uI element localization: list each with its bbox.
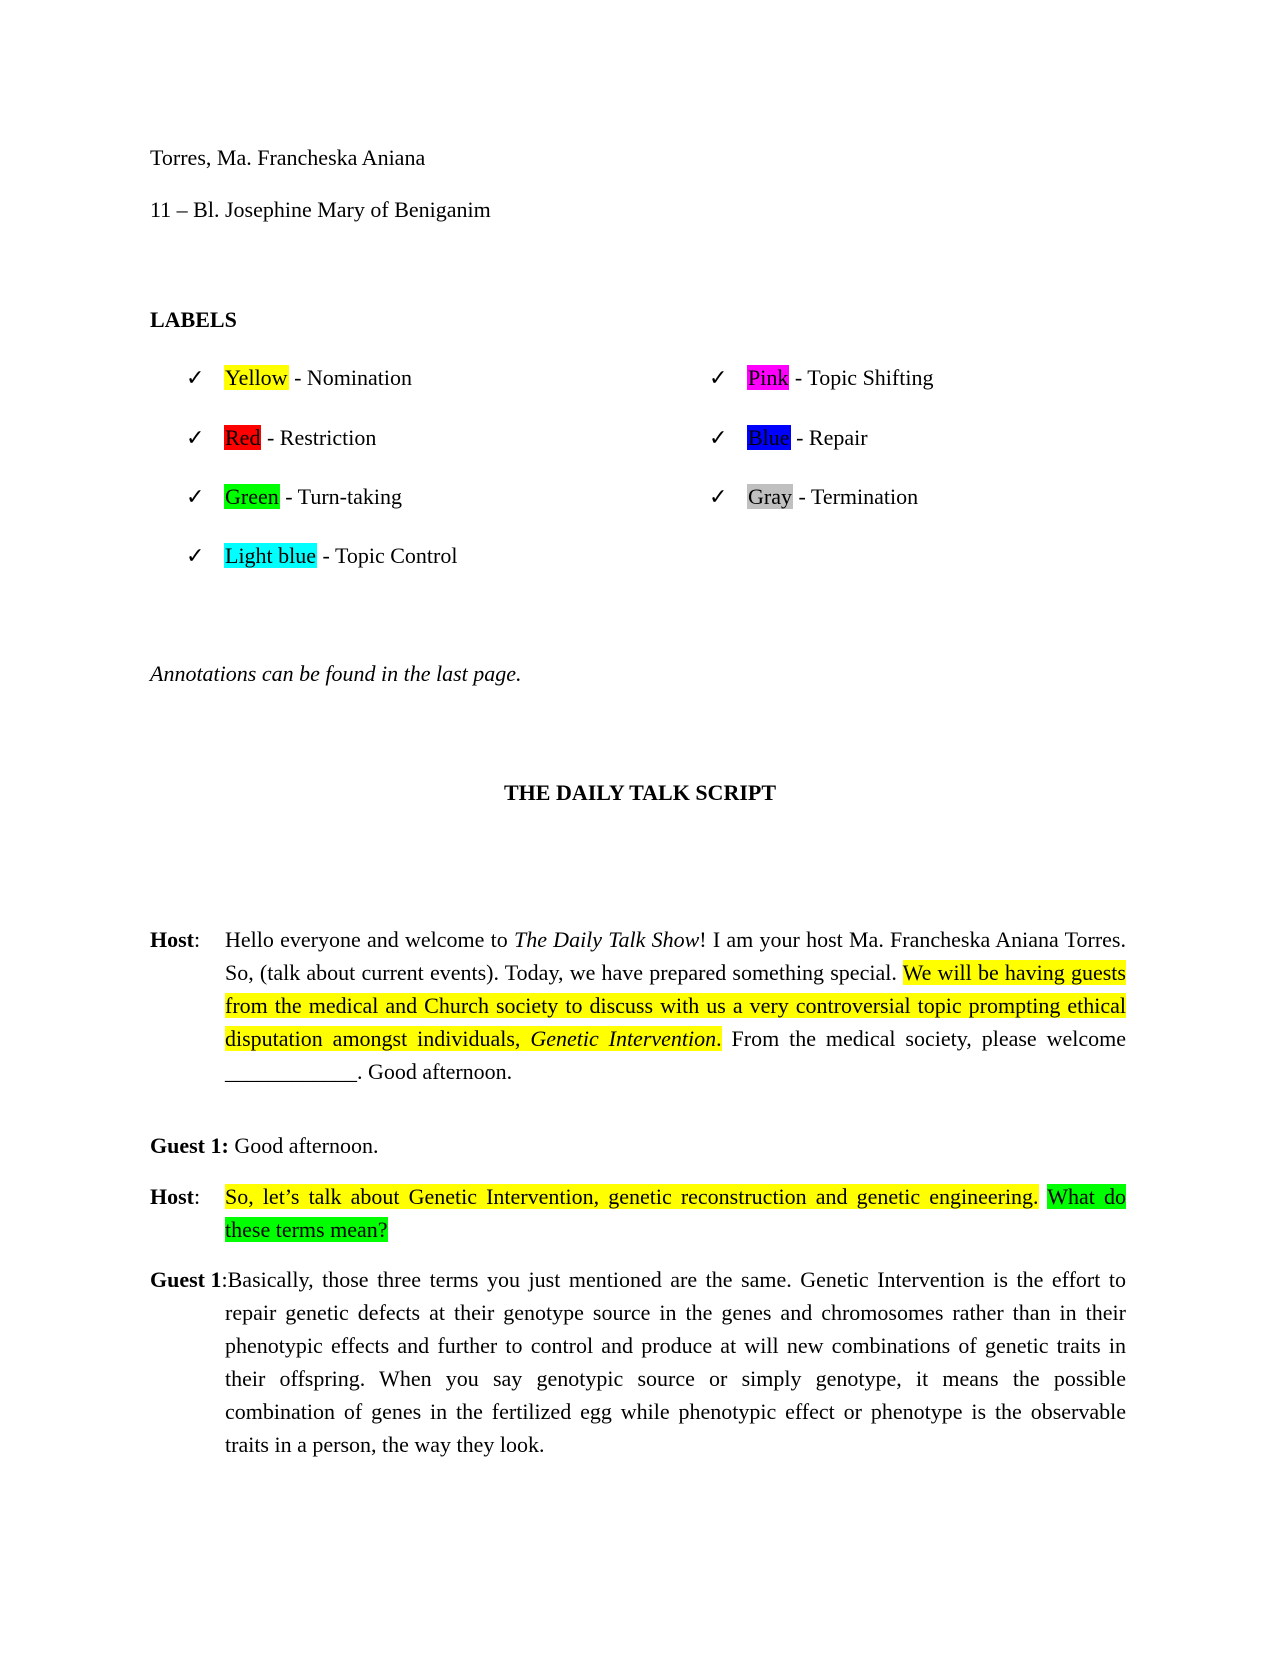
speaker-label: Host:: [150, 927, 201, 952]
label-meaning: - Nomination: [288, 365, 412, 390]
dialogue-guest-1b: [150, 1263, 1126, 1461]
label-meaning: - Turn-taking: [279, 484, 402, 509]
author-section: 11 – Bl. Josephine Mary of Beniganim: [150, 197, 491, 222]
label-color-name: Red: [225, 425, 261, 450]
speech-text: [225, 1180, 1126, 1246]
label-item-blue: [709, 424, 868, 452]
label-item-yellow: [186, 364, 412, 392]
check-icon: ✓: [709, 484, 728, 509]
turn-taking-highlight: What do these terms mean?: [225, 1184, 1126, 1242]
label-meaning: - Topic Shifting: [789, 365, 934, 390]
label-meaning: - Topic Control: [317, 543, 458, 568]
script-title: THE DAILY TALK SCRIPT: [503, 780, 777, 805]
label-color-name: Gray: [748, 484, 792, 509]
label-item-light-blue: [186, 542, 457, 570]
label-color-name: Pink: [748, 365, 789, 390]
label-item-pink: [709, 364, 933, 392]
nomination-highlight: So, let’s talk about Genetic Intervention, genetic reconstruction and genetic engineering.: [225, 1184, 1039, 1209]
speech-text: Hello everyone and welcome to The Daily Talk Show! I am your host Ma. Francheska Aniana Torres. So, (talk about current events). Today, we have prepared something special. We will be having guests from the medical and Church society to discuss with us a very controversial topic prompting ethical disputation amongst individuals, Genetic Intervention. From the medical society, please welcome ____________. Good afternoon.: [225, 927, 1126, 1084]
check-icon: ✓: [709, 425, 728, 450]
check-icon: ✓: [186, 365, 205, 390]
speaker-label: Guest 1:: [150, 1267, 228, 1292]
label-meaning: - Termination: [792, 484, 919, 509]
label-item-red: [186, 424, 376, 452]
check-icon: ✓: [709, 365, 728, 390]
dialogue-guest-1a: [150, 1129, 1126, 1162]
nomination-highlight: We will be having guests from the medical and Church society to discuss with us a very controversial topic prompting ethical disputation amongst individuals, Genetic Intervention.: [225, 960, 1126, 1051]
label-meaning: - Repair: [790, 425, 868, 450]
label-item-green: [186, 483, 402, 511]
check-icon: ✓: [186, 484, 205, 509]
label-item-gray: [709, 483, 918, 511]
label-meaning: - Restriction: [261, 425, 377, 450]
author-name: Torres, Ma. Francheska Aniana: [150, 145, 426, 170]
labels-heading: LABELS: [150, 307, 237, 332]
dialogue-host-2: [150, 1180, 1126, 1246]
label-color-name: Light blue: [225, 543, 317, 568]
check-icon: ✓: [186, 543, 205, 568]
label-color-name: Blue: [748, 425, 790, 450]
show-name: The Daily Talk Show: [513, 927, 700, 952]
dialogue-host-1: [150, 923, 1126, 1088]
speaker-label: Guest 1:: [150, 1133, 229, 1158]
speech-text: Basically, those three terms you just mentioned are the same. Genetic Intervention is the effort to repair genetic defects at their genotype source in the genes and chromosomes rather than in their phenotypic effects and further to control and produce at will new combinations of genetic traits in their offspring. When you say genotypic source or simply genotype, it means the possible combination of genes in the fertilized egg while phenotypic effect or phenotype is the observable traits in a person, the way they look.: [225, 1267, 1126, 1457]
speech-text: Good afternoon.: [228, 1133, 379, 1158]
check-icon: ✓: [186, 425, 205, 450]
label-color-name: Green: [225, 484, 279, 509]
speaker-label: Host:: [150, 1184, 201, 1209]
label-color-name: Yellow: [225, 365, 288, 390]
annotations-note: Annotations can be found in the last page.: [150, 661, 522, 686]
